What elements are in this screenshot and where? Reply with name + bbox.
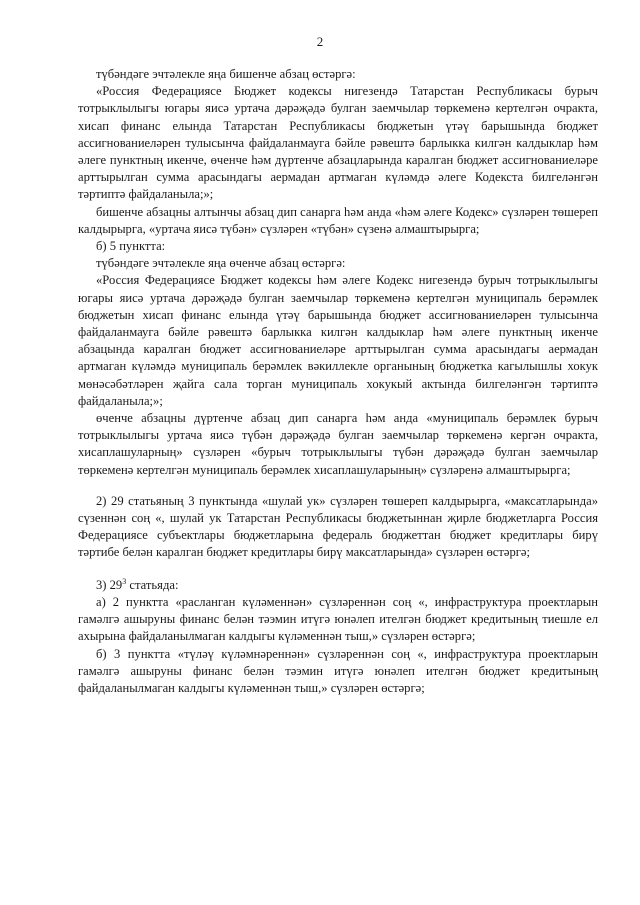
- article-superscript: 3: [122, 576, 127, 586]
- document-body: [78, 66, 598, 697]
- paragraph: б) 3 пунктта «түләү күләмнәреннән» сүзләреннән соң «, инфраструктура проектларын гамәлгә ашыруны финанс белән тәэмин итүгә юнәлеп ителгән бюджет кредитының файдаланылмаган калдыгы күләменнән тыш,» сүзләрен өстәргә;: [78, 646, 598, 695]
- paragraph: а) 2 пунктта «расланган күләменнән» сүзләреннән соң «, инфраструктура проектларын гамәлгә ашыруны финанс белән тәэмин итүгә юнәлеп ителгән бюджет кредитының тиешле ел ахырына файдаланылмаган калдыгы күләменнән тыш,» сүзләрен өстәргә;: [78, 594, 598, 644]
- paragraph: 2) 29 статьяның 3 пунктында «шулай ук» сүзләрен төшереп калдырырга, «максатларында» сүзеннән соң «, шулай ук Татарстан Республикасы бюджетыннан җирле бюджетларга Россия Федерациясе субъектлары бюджетларына федераль бюджеттан бюджет кредитлары бирү тәртибе белән каралган бюджет кредитлары бирү максатларында» сүзләрен өстәргә;: [78, 493, 598, 560]
- paragraph: түбәндәге эчтәлекле яңа өченче абзац өстәргә:: [96, 256, 346, 271]
- paragraph: өченче абзацны дүртенче абзац дип санарга һәм анда «муниципаль берәмлек бурыч тотрыклылыгы уртача яисә түбән дәрәҗәдә булган заемчылар төркеменә кергән очракта, хисаплашуларның» сүзләрен «бурыч тотрыклылыгы түбән дәрәҗәдә булган заемчылар төркеменә кертелгән муниципаль берәмлек хисаплашуларының» сүзләренә алмаштырырга;: [78, 411, 598, 477]
- page-number: 2: [316, 34, 324, 49]
- paragraph: бишенче абзацны алтынчы абзац дип санарга һәм анда «һәм әлеге Кодекс» сүзләрен төшереп калдырырга, «уртача яисә түбән» сүзләрен «түбән» сүзенә алмаштырырга;: [78, 204, 598, 236]
- article-heading: [78, 577, 598, 594]
- paragraph: түбәндәге эчтәлекле яңа бишенче абзац өстәргә:: [96, 67, 356, 81]
- article-number: 3) 29: [96, 577, 123, 592]
- paragraph: б) 5 пунктта:: [96, 239, 166, 254]
- article-heading-text: статьяда:: [129, 577, 179, 592]
- paragraph: «Россия Федерациясе Бюджет кодексы һәм әлеге Кодекс нигезендә бурыч тотрыклылыгы югары яисә уртача дәрәҗәдә булган заемчылар төркеменә кертелгән муниципаль берәмлек бюджетын хисап финанс елында үтәү барышында бюджет ассигнованиеләрен тулысынча файдаланмауга бәйле рәвештә барлыкка килгән калдыклар һәм әлеге пунктның икенче абзацында каралган бюджет ассигнованиеләре арттырылган сумма арасындагы аермадан артмаган күләмдә муниципаль берәмлек вәкиллекле органының бюджетка кагылышлы хокук мөнәсәбәтләрен җайга сала торган муниципаль хокукый актында билгеләнгән тәртиптә файдаланыла;»;: [78, 273, 598, 408]
- paragraph: «Россия Федерациясе Бюджет кодексы нигезендә Татарстан Республикасы бурыч тотрыклылыгы югары яисә уртача дәрәҗәдә булган заемчылар төркеменә кертелгән очракта, хисап финанс елында Татарстан Республикасы бюджетын үтәү барышында бюджет ассигнованиеләрен тулысынча файдаланмауга бәйле рәвештә барлыкка килгән калдыклар һәм әлеге пунктның икенче, өченче һәм дүртенче абзацларында каралган бюджет ассигнованиеләре арттырылган сумма арасындагы аермадан артмаган күләмдә әлеге Кодекста билгеләнгән тәртиптә файдаланыла;»;: [78, 84, 598, 202]
